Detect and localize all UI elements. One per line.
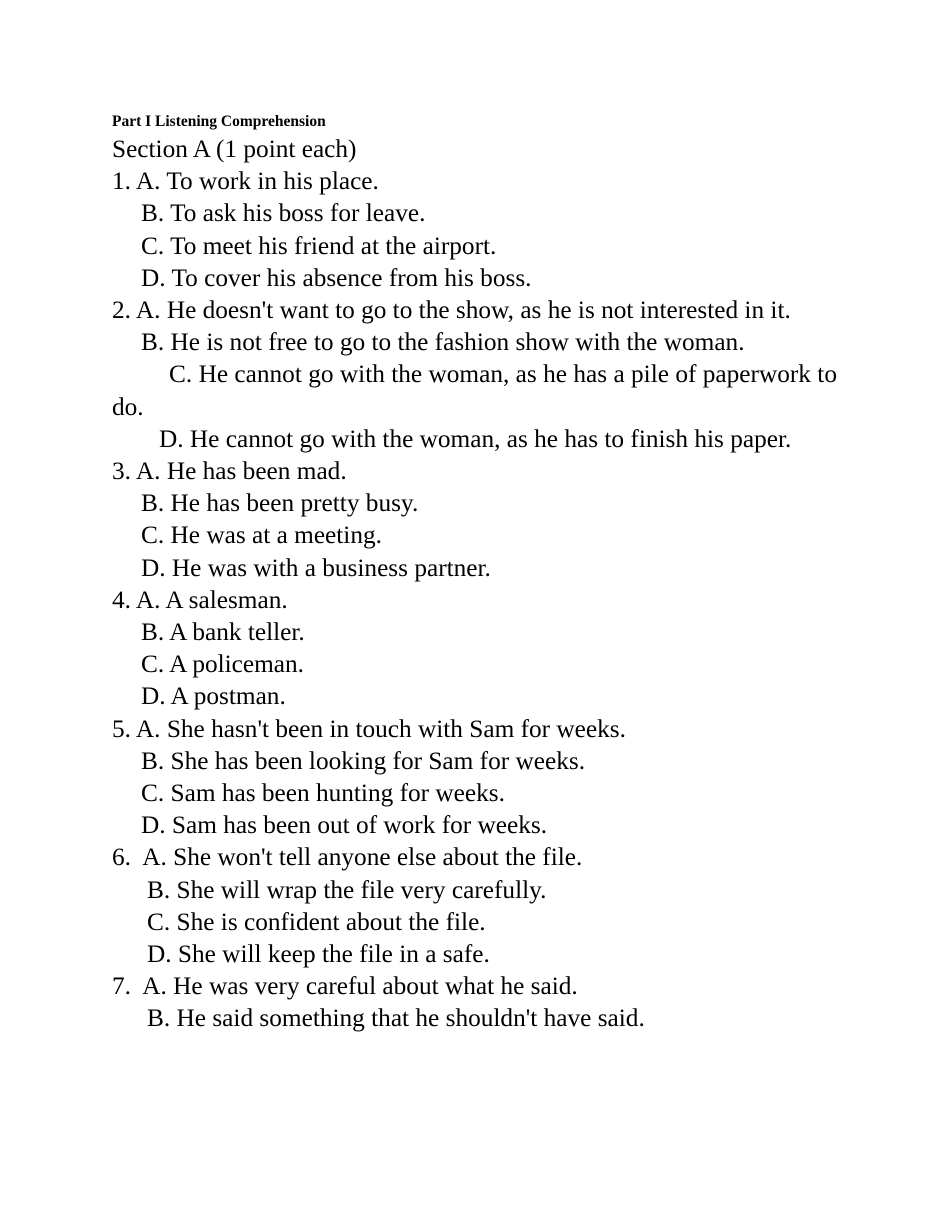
- question-1-option-c: C. To meet his friend at the airport.: [141, 231, 497, 260]
- section-title: Section A (1 point each): [112, 135, 357, 163]
- question-6-option-c: C. She is confident about the file.: [147, 907, 486, 936]
- question-3-option-d: D. He was with a business partner.: [141, 553, 491, 582]
- question-6-option-b: B. She will wrap the file very carefully.: [147, 875, 547, 904]
- question-4-option-a: 4. A. A salesman.: [112, 585, 288, 614]
- question-4-option-c: C. A policeman.: [141, 650, 305, 679]
- question-4-option-b: B. A bank teller.: [141, 618, 305, 647]
- question-2-option-d: D. He cannot go with the woman, as he has to finish his paper.: [159, 424, 792, 453]
- question-5-option-a: 5. A. She hasn't been in touch with Sam for weeks.: [112, 714, 626, 743]
- document-page: [112, 111, 837, 1035]
- question-2-option-a: 2. A. He doesn't want to go to the show, as he is not interested in it.: [112, 296, 791, 325]
- question-7-option-a: 7. A. He was very careful about what he said.: [112, 972, 578, 1001]
- question-6-option-d: D. She will keep the file in a safe.: [147, 940, 490, 969]
- question-5-option-d: D. Sam has been out of work for weeks.: [141, 811, 548, 840]
- question-5-option-c: C. Sam has been hunting for weeks.: [141, 779, 505, 808]
- question-7-option-b: B. He said something that he shouldn't have said.: [147, 1004, 645, 1033]
- question-1-option-d: D. To cover his absence from his boss.: [141, 263, 532, 292]
- question-6-option-a: 6. A. She won't tell anyone else about the file.: [112, 843, 583, 872]
- question-list: [112, 133, 837, 1035]
- question-3-option-a: 3. A. He has been mad.: [112, 457, 347, 486]
- question-3-option-b: B. He has been pretty busy.: [141, 489, 419, 518]
- question-4-option-d: D. A postman.: [141, 682, 286, 711]
- question-1-option-a: 1. A. To work in his place.: [112, 167, 379, 196]
- question-5-option-b: B. She has been looking for Sam for weeks.: [141, 746, 586, 775]
- question-3-option-c: C. He was at a meeting.: [141, 521, 382, 550]
- question-2-option-c: C. He cannot go with the woman, as he has a pile of paperwork to do.: [112, 360, 837, 421]
- question-1-option-b: B. To ask his boss for leave.: [141, 199, 426, 228]
- question-2-option-b: B. He is not free to go to the fashion show with the woman.: [141, 328, 745, 357]
- part-title: Part I Listening Comprehension: [112, 113, 326, 130]
